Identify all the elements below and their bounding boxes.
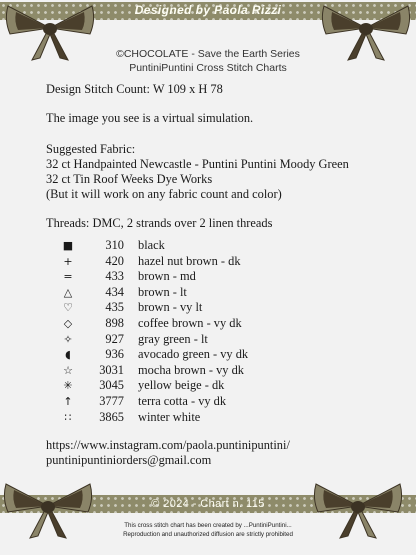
- series-subtitle: PuntiniPuntini Cross Stitch Charts: [129, 62, 287, 74]
- legend-color-name: hazel nut brown - dk: [138, 253, 241, 268]
- simulation-note: The image you see is a virtual simulation.: [46, 111, 254, 125]
- legend-color-name: avocado green - vy dk: [138, 347, 249, 362]
- legend-symbol: ∷: [64, 410, 72, 424]
- legend-color-name: brown - vy lt: [138, 300, 203, 315]
- legend-number: 3031: [99, 362, 124, 377]
- fabric-heading: Suggested Fabric:: [46, 142, 136, 156]
- legend-symbol: ◇: [63, 316, 73, 330]
- legend-number: 3777: [99, 393, 124, 408]
- legend-number: 3865: [99, 409, 124, 424]
- legend-color-name: gray green - lt: [138, 331, 208, 346]
- legend-symbol: =: [63, 270, 73, 284]
- reproduction-note: Reproduction and unauthorized diffusion are strictly prohibited: [123, 531, 293, 538]
- legend-color-name: brown - md: [138, 269, 196, 284]
- legend-number: 936: [105, 347, 124, 362]
- chart-number: © 2024 - Chart n. 115: [151, 498, 265, 510]
- legend-symbol: +: [63, 254, 73, 268]
- legend-color-name: terra cotta - vy dk: [138, 393, 227, 408]
- legend-color-name: coffee brown - vy dk: [138, 315, 242, 330]
- legend-number: 310: [105, 238, 124, 252]
- legend-color-name: yellow beige - dk: [138, 378, 225, 393]
- stitch-count: Design Stitch Count: W 109 x H 78: [46, 82, 223, 96]
- legend-symbol: ◖: [65, 348, 71, 362]
- legend-symbol: ■: [62, 239, 74, 252]
- legend-number: 420: [105, 253, 124, 268]
- legend-symbol: ♡: [63, 301, 73, 315]
- legend-symbol: ☆: [63, 363, 73, 377]
- legend-color-name: winter white: [138, 409, 201, 424]
- legend-color-name: brown - lt: [138, 284, 187, 299]
- legend-symbol: ✧: [63, 332, 73, 346]
- fabric-line-1: 32 ct Handpainted Newcastle - Puntini Puntini Moody Green: [46, 157, 349, 171]
- fabric-line-3: (But it will work on any fabric count and color): [46, 187, 282, 201]
- legend-number: 927: [105, 331, 124, 346]
- fabric-line-2: 32 ct Tin Roof Weeks Dye Works: [46, 172, 213, 186]
- legend-number: 433: [105, 269, 124, 284]
- legend-number: 435: [105, 300, 124, 315]
- instagram-link[interactable]: https://www.instagram.com/paola.puntinipuntini/: [46, 438, 290, 452]
- legend-symbol: △: [63, 285, 73, 299]
- legend-number: 3045: [99, 378, 124, 393]
- threads-info: Threads: DMC, 2 strands over 2 linen threads: [46, 216, 273, 230]
- legend-number: 434: [105, 284, 124, 299]
- legend-symbol: ↑: [63, 394, 73, 408]
- designer-credit: Designed by Paola Rizzi: [134, 3, 282, 17]
- legend-color-name: black: [138, 238, 165, 252]
- legend-symbol: ✳: [63, 379, 73, 393]
- legend-number: 898: [105, 315, 124, 330]
- legend-color-name: mocha brown - vy dk: [138, 362, 244, 377]
- copyright-note: This cross stitch chart has been created by ...PuntiniPuntini...: [124, 522, 292, 529]
- email-link[interactable]: puntinipuntiniorders@gmail.com: [46, 453, 212, 467]
- series-title: ©CHOCOLATE - Save the Earth Series: [116, 48, 300, 60]
